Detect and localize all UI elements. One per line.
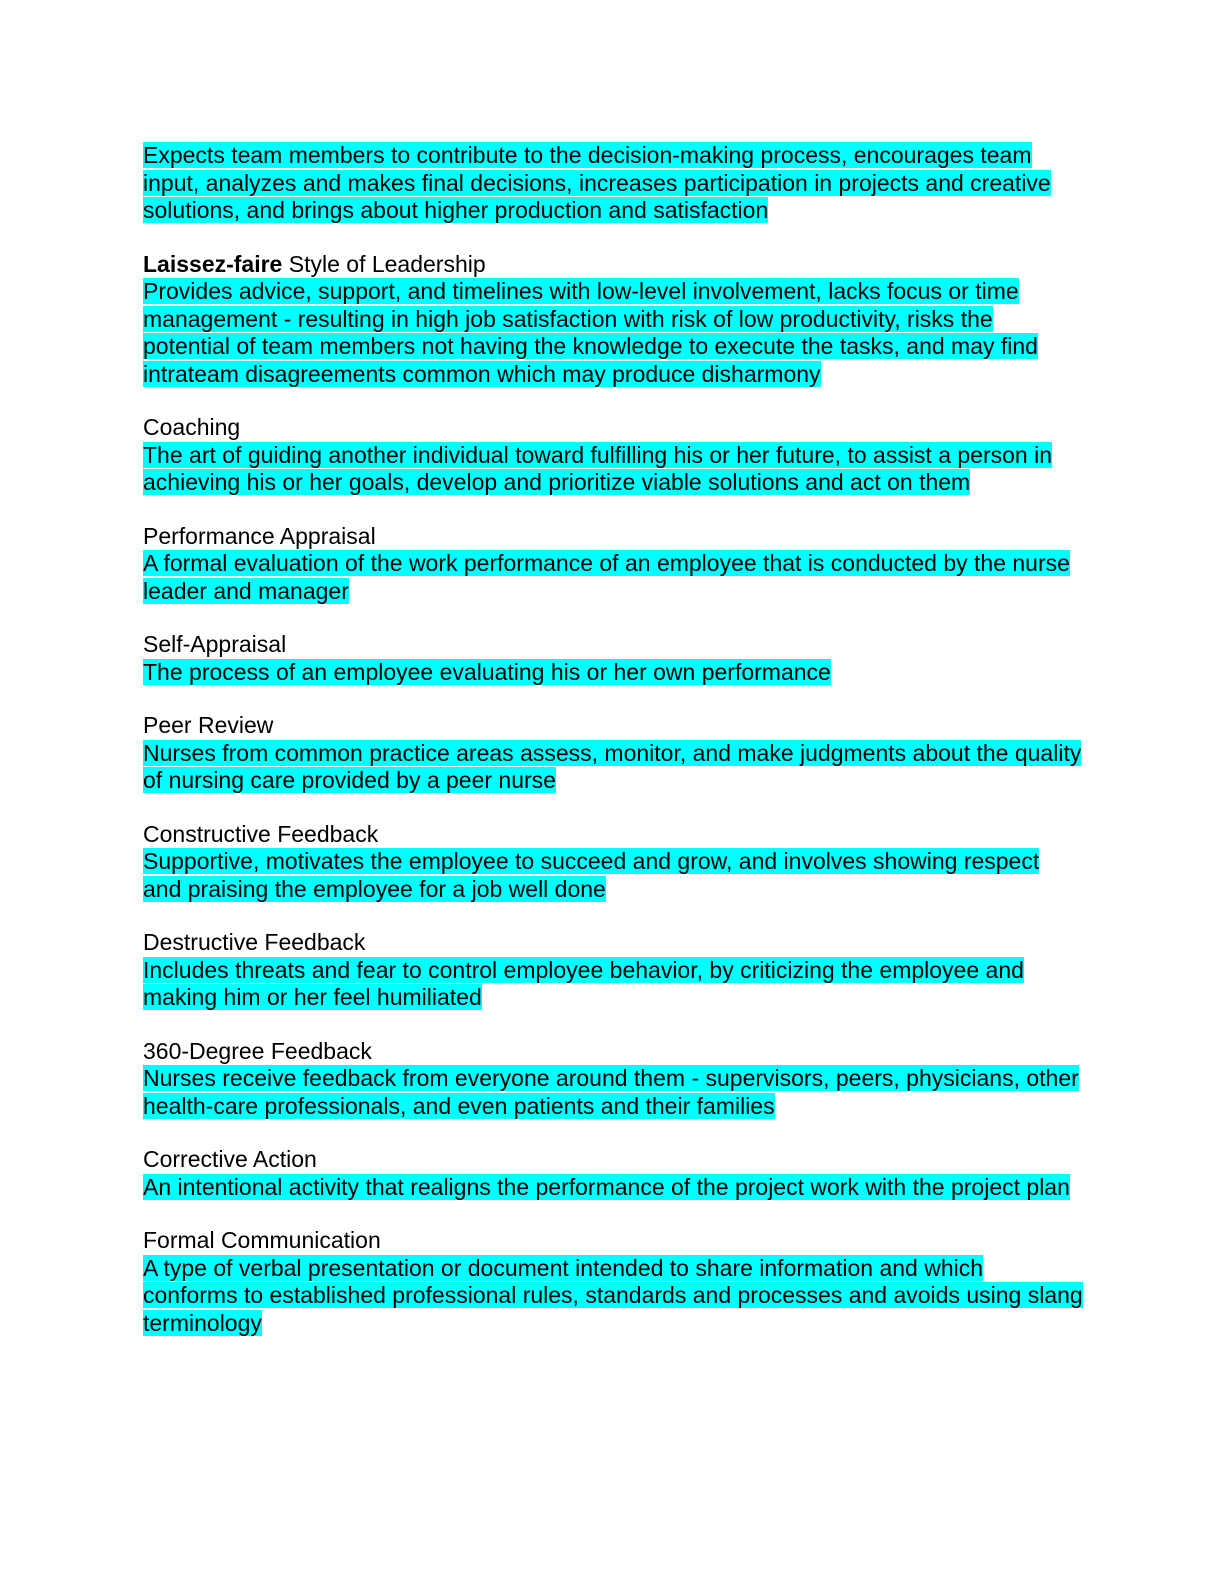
term-bold-part: Laissez-faire [143, 250, 283, 277]
360-degree-feedback-entry [143, 1038, 1083, 1121]
entry-term: Corrective Action [143, 1146, 317, 1172]
entry-definition [143, 442, 1083, 497]
corrective-action-entry [143, 1146, 1083, 1201]
entry-term: Self-Appraisal [143, 631, 287, 657]
highlighted-text: Includes threats and fear to control employee behavior, by criticizing the employee and making him or her feel humiliated [143, 956, 1024, 1010]
entry-definition [143, 1065, 1083, 1120]
entry-definition [143, 1255, 1083, 1338]
entry-definition [143, 740, 1083, 795]
entry-definition [143, 957, 1083, 1012]
entry-term: Formal Communication [143, 1227, 381, 1253]
peer-review-entry [143, 712, 1083, 795]
laissez-faire-definition [143, 278, 1083, 388]
entry-term: Destructive Feedback [143, 929, 366, 955]
self-appraisal-entry [143, 631, 1083, 686]
laissez-faire-term [143, 251, 1083, 279]
destructive-feedback-entry [143, 929, 1083, 1012]
formal-communication-entry [143, 1227, 1083, 1337]
entry-term: Performance Appraisal [143, 522, 376, 549]
highlighted-text: Expects team members to contribute to the decision-making process, encourages team input, analyzes and makes final decisions, increases participation in projects and creative solutions, and brings about higher production and satisfaction [143, 142, 1051, 223]
entry-definition [143, 659, 1083, 687]
coaching-entry [143, 414, 1083, 497]
highlighted-text: Nurses receive feedback from everyone around them - supervisors, peers, physicians, other health-care professionals, and even patients and their families [143, 1065, 1079, 1119]
constructive-feedback-entry [143, 821, 1083, 904]
entry-term: Coaching [143, 414, 241, 440]
document-page [143, 142, 1083, 1363]
intro-definition [143, 142, 1083, 225]
highlighted-text: Nurses from common practice areas assess, monitor, and make judgments about the quality of nursing care provided by a peer nurse [143, 739, 1082, 793]
highlighted-text: A formal evaluation of the work performance of an employee that is conducted by the nurse leader and manager [143, 550, 1070, 604]
laissez-faire-entry [143, 251, 1083, 389]
entry-term: Peer Review [143, 712, 274, 738]
highlighted-text: The process of an employee evaluating his or her own performance [143, 658, 831, 685]
term-rest-part: Style of Leadership [282, 250, 486, 277]
performance-appraisal-entry [143, 523, 1083, 606]
entry-definition [143, 1174, 1083, 1202]
highlighted-text: A type of verbal presentation or document intended to share information and which conforms to established professional rules, standards and processes and avoids using slang terminology [143, 1254, 1083, 1336]
entry-definition [143, 848, 1083, 903]
highlighted-text: An intentional activity that realigns the performance of the project work with the project plan [143, 1173, 1070, 1200]
highlighted-text: Provides advice, support, and timelines with low-level involvement, lacks focus or time management - resulting in high job satisfaction with risk of low productivity, risks the potential of team members not having the knowledge to execute the tasks, and may find intrateam disagreements common which may produce disharmony [143, 278, 1038, 387]
entry-term: 360-Degree Feedback [143, 1037, 372, 1064]
highlighted-text: Supportive, motivates the employee to succeed and grow, and involves showing respect and praising the employee for a job well done [143, 848, 1040, 902]
highlighted-text: The art of guiding another individual toward fulfilling his or her future, to assist a person in achieving his or her goals, develop and prioritize viable solutions and act on them [143, 441, 1053, 495]
entry-term: Constructive Feedback [143, 820, 379, 847]
entry-definition [143, 550, 1083, 605]
intro-entry [143, 142, 1083, 225]
